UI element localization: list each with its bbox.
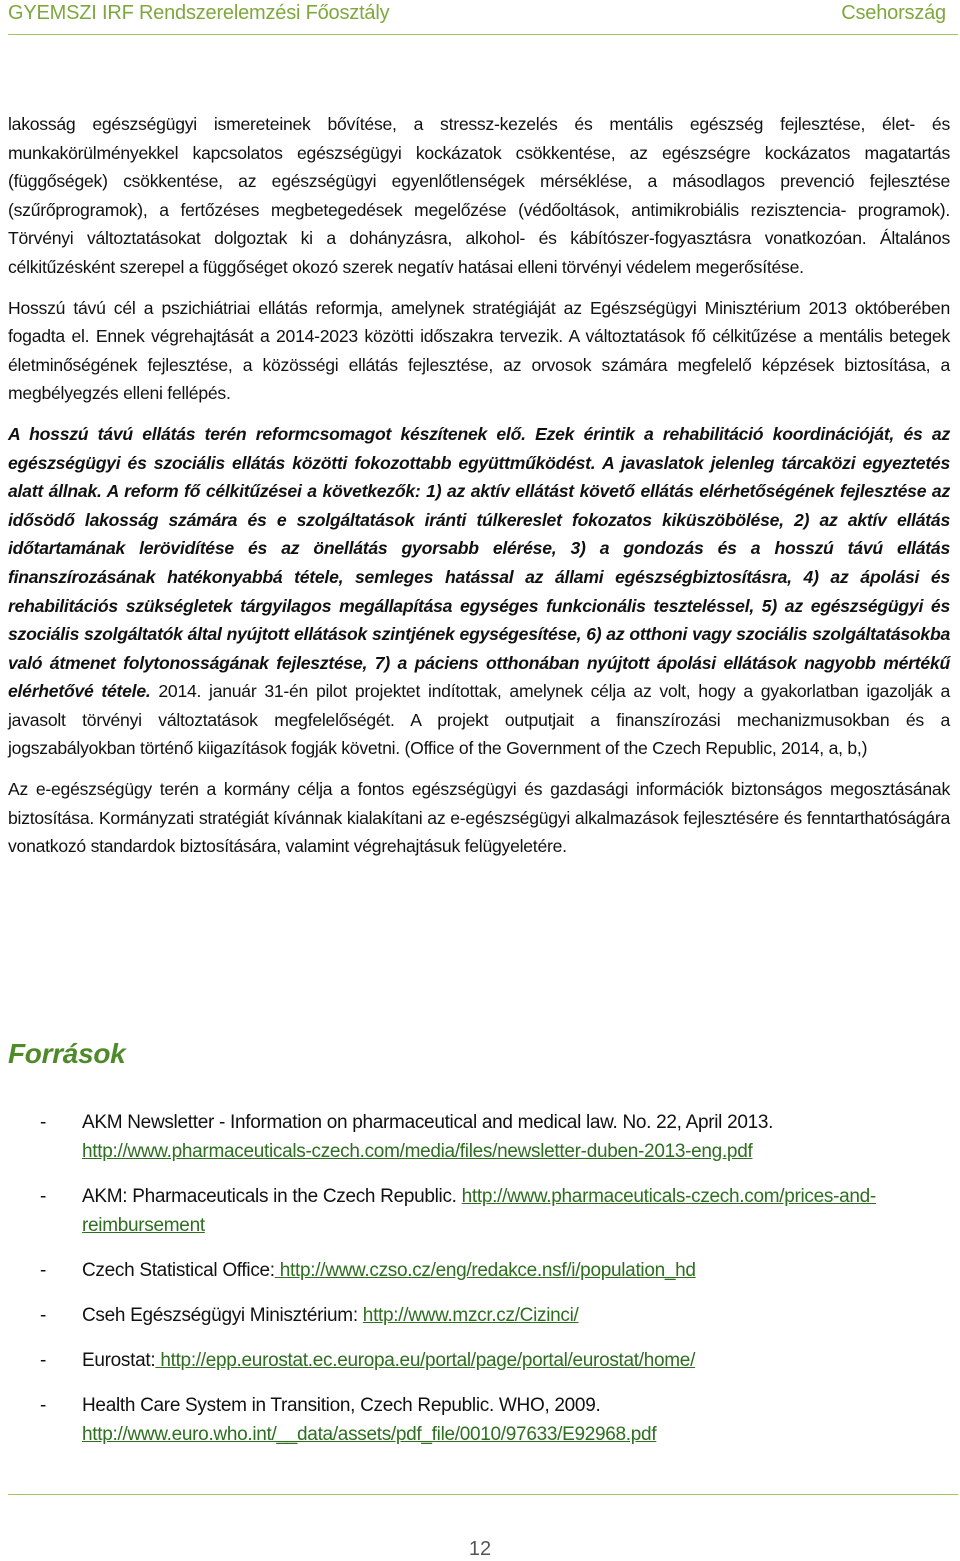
paragraph-long-term-care — [8, 420, 950, 763]
page-number: 12 — [468, 1538, 492, 1560]
page-header — [0, 0, 960, 30]
source-link[interactable]: http://www.mzcr.cz/Cizinci/ — [362, 1305, 579, 1326]
source-text: AKM Newsletter - Information on pharmaceutical and medical law. No. 22, April 2013. — [82, 1112, 774, 1133]
list-dash: - — [40, 1112, 47, 1133]
source-link[interactable]: http://www.pharmaceuticals-czech.com/prices-and-reimbursement — [82, 1186, 876, 1236]
footer-divider — [8, 1494, 958, 1495]
sources-list — [40, 1108, 930, 1465]
source-text: Eurostat: — [82, 1350, 156, 1371]
long-term-care-pilot: 2014. január 31-én pilot projektet indítottak, amelynek célja az volt, hogy a gyakorlatban igazolják a javasolt törvényi változtatások megfelelőségét. A projekt outputjait a finanszírozási mechanizmusokban és a jogszabályokban történő kiigazítások fogják követni. (Office of the Government of the Czech Republic, 2014, a, b,) — [8, 681, 950, 759]
list-dash: - — [40, 1186, 47, 1207]
source-text: AKM: Pharmaceuticals in the Czech Republic. — [82, 1186, 462, 1207]
list-dash: - — [40, 1350, 47, 1371]
list-dash: - — [40, 1395, 47, 1416]
list-dash: - — [40, 1305, 47, 1326]
header-organization: GYEMSZI IRF Rendszerelemzési Főosztály — [8, 2, 390, 24]
sources-heading: Források — [8, 1038, 126, 1069]
source-link[interactable]: http://www.czso.cz/eng/redakce.nsf/i/population_hd — [274, 1260, 696, 1281]
paragraph-psychiatric-reform: Hosszú távú cél a pszichiátriai ellátás reformja, amelynek stratégiáját az Egészségügyi Minisztérium 2013 októberében fogadta el. Ennek végrehajtását a 2014-2023 közötti időszakra tervezik. A változtatások fő célkitűzése a mentális betegek életminőségének fejlesztése, a közösségi ellátás fejlesztése, az orvosok számára megfelelő képzések biztosítása, a megbélyegzés elleni fellépés. — [8, 297, 950, 404]
source-item — [40, 1182, 930, 1240]
source-item — [40, 1108, 930, 1166]
main-content — [8, 110, 950, 873]
long-term-care-emphasis: A hosszú távú ellátás terén reformcsomagot készítenek elő. Ezek érintik a rehabilitáció koordinációját, és az egészségügyi és szociális ellátás közötti fokozottabb együttműködést. A javaslatok jelenleg tárcaközi egyeztetés alatt állnak. A reform fő célkitűzései a következők: 1) az aktív ellátást követő ellátás elérhetőségének fejlesztése az idősödő lakosság számára és e szolgáltatások iránti túlkereslet fokozatos kiküszöbölése, 2) az aktív ellátás időtartamának lerövidítése és az önellátás gyorsabb elérése, 3) a gondozás és a hosszú távú ellátás finanszírozásának hatékonyabbá tétele, semleges hatással az állami egészségbiztosításra, 4) az ápolási és rehabilitációs szükségletek tárgyilagos megállapítása egységes funkcionális teszteléssel, 5) az egészségügyi és szociális szolgáltatók által nyújtott ellátások szintjének egységesítése, 6) az otthoni vagy szociális szolgáltatásokba való átmenet folytonosságának fejlesztése, 7) a páciens otthonában nyújtott ápolási ellátások nagyobb mértékű elérhetővé tétele. — [8, 423, 950, 702]
source-link[interactable]: http://epp.eurostat.ec.europa.eu/portal/page/portal/eurostat/home/ — [155, 1350, 696, 1371]
list-dash: - — [40, 1260, 47, 1281]
source-text: Czech Statistical Office: — [82, 1260, 275, 1281]
source-item — [40, 1391, 930, 1449]
source-link[interactable]: http://www.euro.who.int/__data/assets/pdf_file/0010/97633/E92968.pdf — [82, 1424, 657, 1445]
source-item — [40, 1346, 930, 1375]
paragraph-prevention: lakosság egészségügyi ismereteinek bővítése, a stressz-kezelés és mentális egészség fejlesztése, élet- és munkakörülményekkel kapcsolatos egészségügyi kockázatok csökkentése, az egészségre kockázatos magatartás (függőségek) csökkentése, az egészségügyi egyenlőtlenségek mérséklése, a másodlagos prevenció fejlesztése (szűrőprogramok), a fertőzéses megbetegedések megelőzése (védőoltások, antimikrobiális rezisztencia- programok). Törvényi változtatásokat dolgoztak ki a dohányzásra, alkohol- és kábítószer-fogyasztásra vonatkozóan. Általános célkitűzésként szerepel a függőséget okozó szerek negatív hatásai elleni törvényi védelem megerősítése. — [8, 114, 950, 277]
paragraph-ehealth: Az e-egészségügy terén a kormány célja a fontos egészségügyi és gazdasági információk biztonságos megosztásának biztosítása. Kormányzati stratégiát kívánnak kialakítani az e-egészségügyi alkalmazások fejlesztésére és fenntarthatóságára vonatkozó standardok biztosítására, valamint végrehajtásuk felügyeletére. — [8, 779, 950, 857]
source-item — [40, 1256, 930, 1285]
source-item — [40, 1301, 930, 1330]
header-divider — [8, 34, 958, 35]
source-text: Cseh Egészségügyi Minisztérium: — [82, 1305, 363, 1326]
source-text: Health Care System in Transition, Czech Republic. WHO, 2009. — [82, 1395, 601, 1416]
source-link[interactable]: http://www.pharmaceuticals-czech.com/media/files/newsletter-duben-2013-eng.pdf — [82, 1141, 753, 1162]
header-country: Csehország — [841, 2, 946, 24]
